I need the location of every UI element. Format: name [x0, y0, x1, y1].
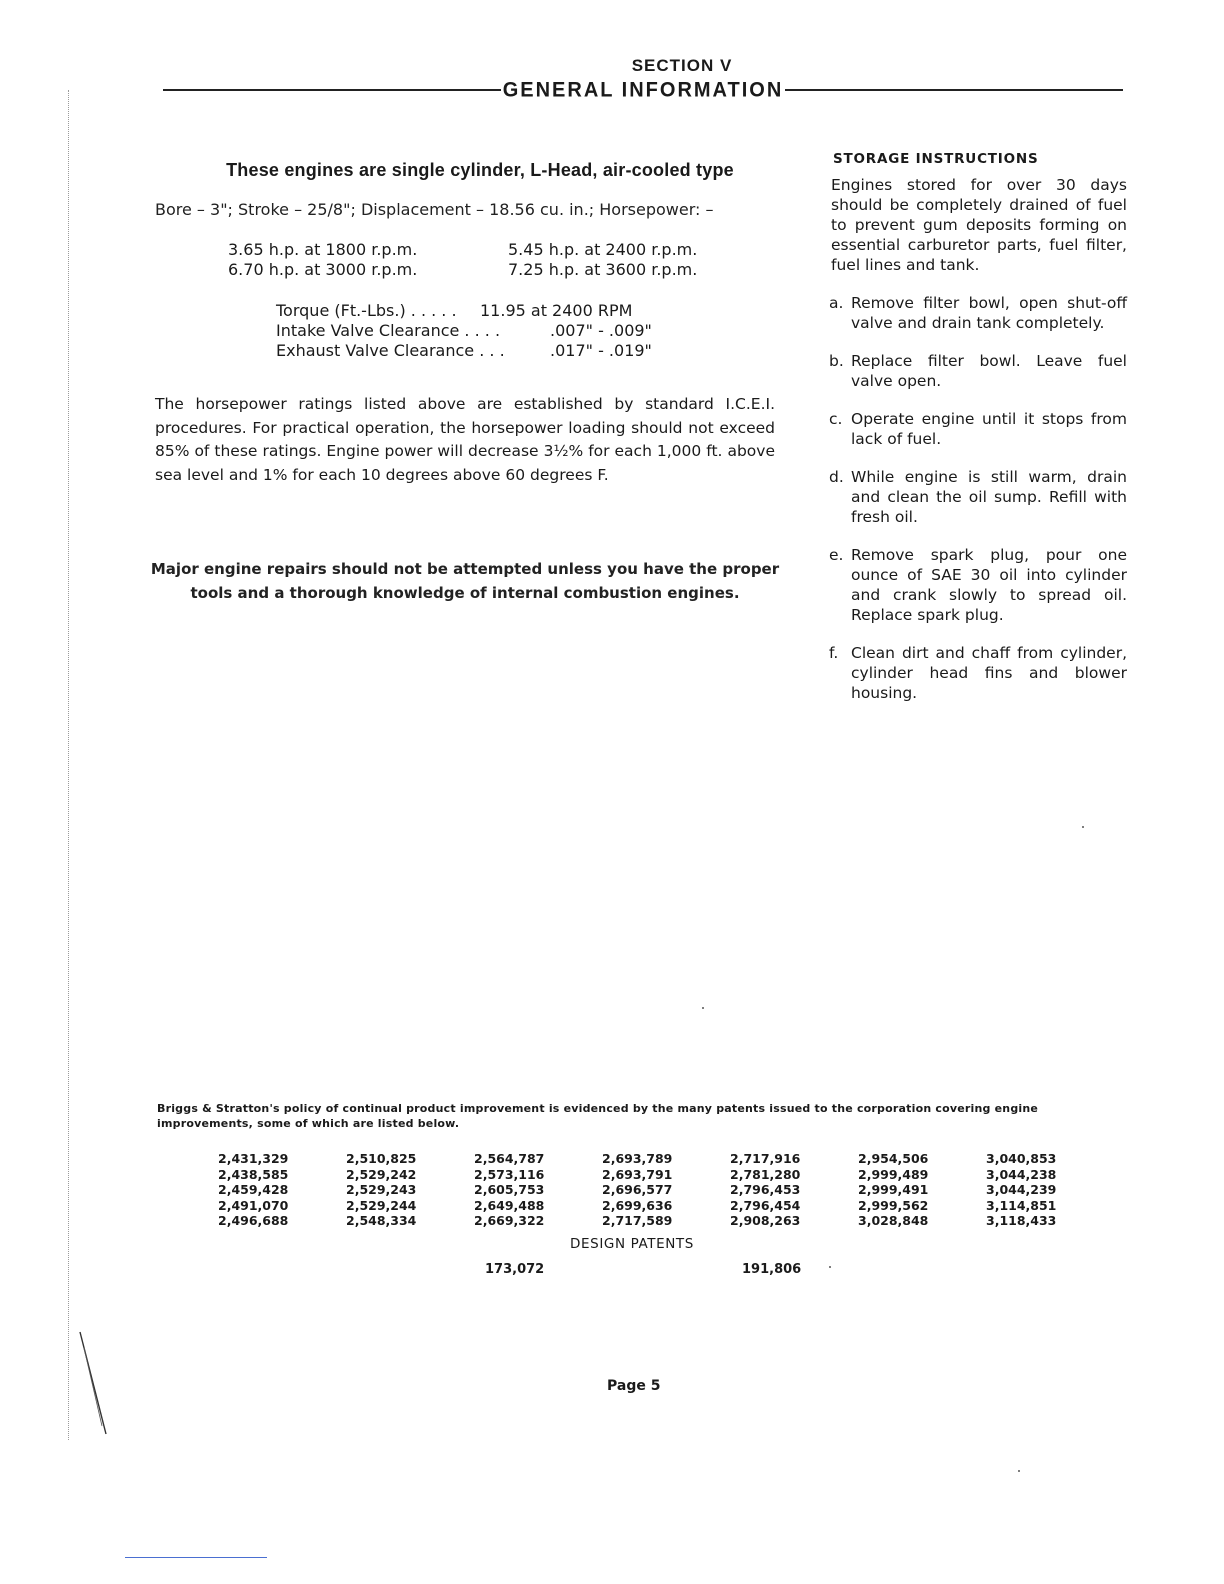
patent-number: 2,510,825 [346, 1151, 417, 1166]
spec-value: .007" - .009" [550, 321, 652, 340]
patent-number: 2,529,242 [346, 1166, 417, 1182]
storage-step [829, 643, 1127, 703]
patent-number: 3,028,848 [858, 1213, 929, 1228]
patent-number: 2,999,489 [858, 1166, 929, 1182]
patent-number: 2,717,916 [730, 1151, 801, 1166]
patent-number: 2,717,589 [602, 1213, 673, 1228]
storage-steps [829, 293, 1127, 721]
horsepower-value: 3.65 h.p. at 1800 r.p.m. [228, 240, 418, 259]
horsepower-value: 7.25 h.p. at 3600 r.p.m. [508, 260, 698, 279]
patent-number-grid [218, 1151, 1118, 1229]
repair-warning-line: Major engine repairs should not be attempted unless you have the proper [150, 560, 780, 578]
patent-number: 2,496,688 [218, 1213, 289, 1228]
patent-number: 2,649,488 [474, 1197, 545, 1213]
spec-label: Intake Valve Clearance . . . . [276, 321, 501, 340]
step-letter: f. [829, 644, 839, 662]
spec-label: Torque (Ft.-Lbs.) . . . . . [276, 301, 457, 320]
step-text: Operate engine until it stops from lack of fuel. [851, 410, 1127, 448]
step-letter: d. [829, 468, 844, 486]
patent-number: 2,954,506 [858, 1151, 929, 1166]
storage-step [829, 467, 1127, 527]
step-letter: c. [829, 410, 843, 428]
patent-number: 2,696,577 [602, 1182, 673, 1197]
step-letter: e. [829, 546, 844, 564]
step-text: Remove filter bowl, open shut-off valve and drain tank completely. [851, 294, 1127, 332]
repair-warning [150, 557, 780, 605]
ratings-paragraph: The horsepower ratings listed above are established by standard I.C.E.I. procedures. For practical operation, the horsepower loading should not exceed 85% of these ratings. Engine power will decrease 3½% for each 1,000 ft. above sea level and 1% for each 10 degrees above 60 degrees F. [155, 395, 775, 484]
storage-title: STORAGE INSTRUCTIONS [833, 151, 1039, 167]
patent-number: 2,999,491 [858, 1182, 929, 1197]
scan-speck [829, 1266, 831, 1268]
scan-speck [1018, 1470, 1020, 1472]
engine-type-heading: These engines are single cylinder, L-Head, air-cooled type [226, 160, 734, 180]
patent-number: 2,669,322 [474, 1213, 545, 1228]
storage-step [829, 293, 1127, 333]
patent-number: 2,491,070 [218, 1197, 289, 1213]
storage-step [829, 351, 1127, 391]
patent-number: 3,044,238 [986, 1166, 1057, 1182]
patent-number: 2,781,280 [730, 1166, 801, 1182]
heading-rule-right [785, 89, 1123, 91]
section-heading [163, 78, 1123, 102]
horsepower-row [228, 240, 697, 260]
storage-step [829, 409, 1127, 449]
patent-number: 2,908,263 [730, 1213, 801, 1228]
step-text: Remove spark plug, pour one ounce of SAE 30 oil into cylinder and crank slowly to spread oil. Replace spark plug. [851, 546, 1127, 624]
spec-row [276, 341, 652, 361]
spec-row [276, 321, 652, 341]
scan-mark-icon [78, 1330, 118, 1440]
engine-specs-line: Bore – 3"; Stroke – 25/8"; Displacement – 18.56 cu. in.; Horsepower: – [155, 200, 714, 219]
patent-number: 3,118,433 [986, 1213, 1057, 1228]
scan-speck [702, 1007, 704, 1009]
design-patents-title: DESIGN PATENTS [570, 1236, 694, 1252]
step-text: While engine is still warm, drain and clean the oil sump. Refill with fresh oil. [851, 468, 1127, 526]
patent-number: 3,040,853 [986, 1151, 1057, 1166]
scan-edge-line [125, 1557, 267, 1558]
section-label: SECTION V [631, 56, 733, 75]
patent-number: 2,431,329 [218, 1151, 289, 1166]
storage-intro: Engines stored for over 30 days should be completely drained of fuel to prevent gum deposits forming on essential carburetor parts, fuel filter, fuel lines and tank. [831, 176, 1127, 274]
step-letter: b. [829, 352, 844, 370]
patent-number: 2,796,454 [730, 1197, 801, 1213]
torque-clearance-specs [276, 301, 652, 361]
patent-number: 3,114,851 [986, 1197, 1057, 1213]
step-text: Replace filter bowl. Leave fuel valve open. [851, 352, 1127, 390]
patent-number: 2,459,428 [218, 1182, 289, 1197]
horsepower-value: 6.70 h.p. at 3000 r.p.m. [228, 260, 418, 279]
patent-number: 2,699,636 [602, 1197, 673, 1213]
patent-number: 2,693,789 [602, 1151, 673, 1166]
heading-rule-left [163, 89, 501, 91]
patent-number: 2,693,791 [602, 1166, 673, 1182]
horsepower-row [228, 260, 697, 280]
patent-number: 2,548,334 [346, 1213, 417, 1228]
storage-step [829, 545, 1127, 625]
patent-note: Briggs & Stratton's policy of continual product improvement is evidenced by the many patents issued to the corporation covering engine improvements, some of which are listed below. [157, 1102, 1039, 1130]
page-number: Page 5 [607, 1378, 661, 1394]
page-title: GENERAL INFORMATION [502, 77, 784, 102]
step-letter: a. [829, 294, 844, 312]
patent-number: 2,999,562 [858, 1197, 929, 1213]
patent-number: 2,796,453 [730, 1182, 801, 1197]
patent-number: 2,605,753 [474, 1182, 545, 1197]
scan-margin-line [68, 90, 69, 1440]
spec-row [276, 301, 652, 321]
patent-number: 2,573,116 [474, 1166, 545, 1182]
design-patent-number: 173,072 [485, 1262, 545, 1277]
spec-label: Exhaust Valve Clearance . . . [276, 341, 505, 360]
patent-number: 2,564,787 [474, 1151, 545, 1166]
design-patent-number: 191,806 [742, 1262, 802, 1277]
patent-number: 2,529,244 [346, 1197, 417, 1213]
repair-warning-line: tools and a thorough knowledge of internal combustion engines. [190, 584, 740, 602]
scan-speck [1082, 826, 1084, 828]
step-text: Clean dirt and chaff from cylinder, cylinder head fins and blower housing. [851, 644, 1127, 702]
spec-value: 11.95 at 2400 RPM [480, 301, 633, 320]
spec-value: .017" - .019" [550, 341, 652, 360]
horsepower-value: 5.45 h.p. at 2400 r.p.m. [508, 240, 698, 259]
horsepower-table [228, 240, 697, 280]
patent-number: 3,044,239 [986, 1182, 1057, 1197]
patent-number: 2,529,243 [346, 1182, 417, 1197]
patent-number: 2,438,585 [218, 1166, 289, 1182]
